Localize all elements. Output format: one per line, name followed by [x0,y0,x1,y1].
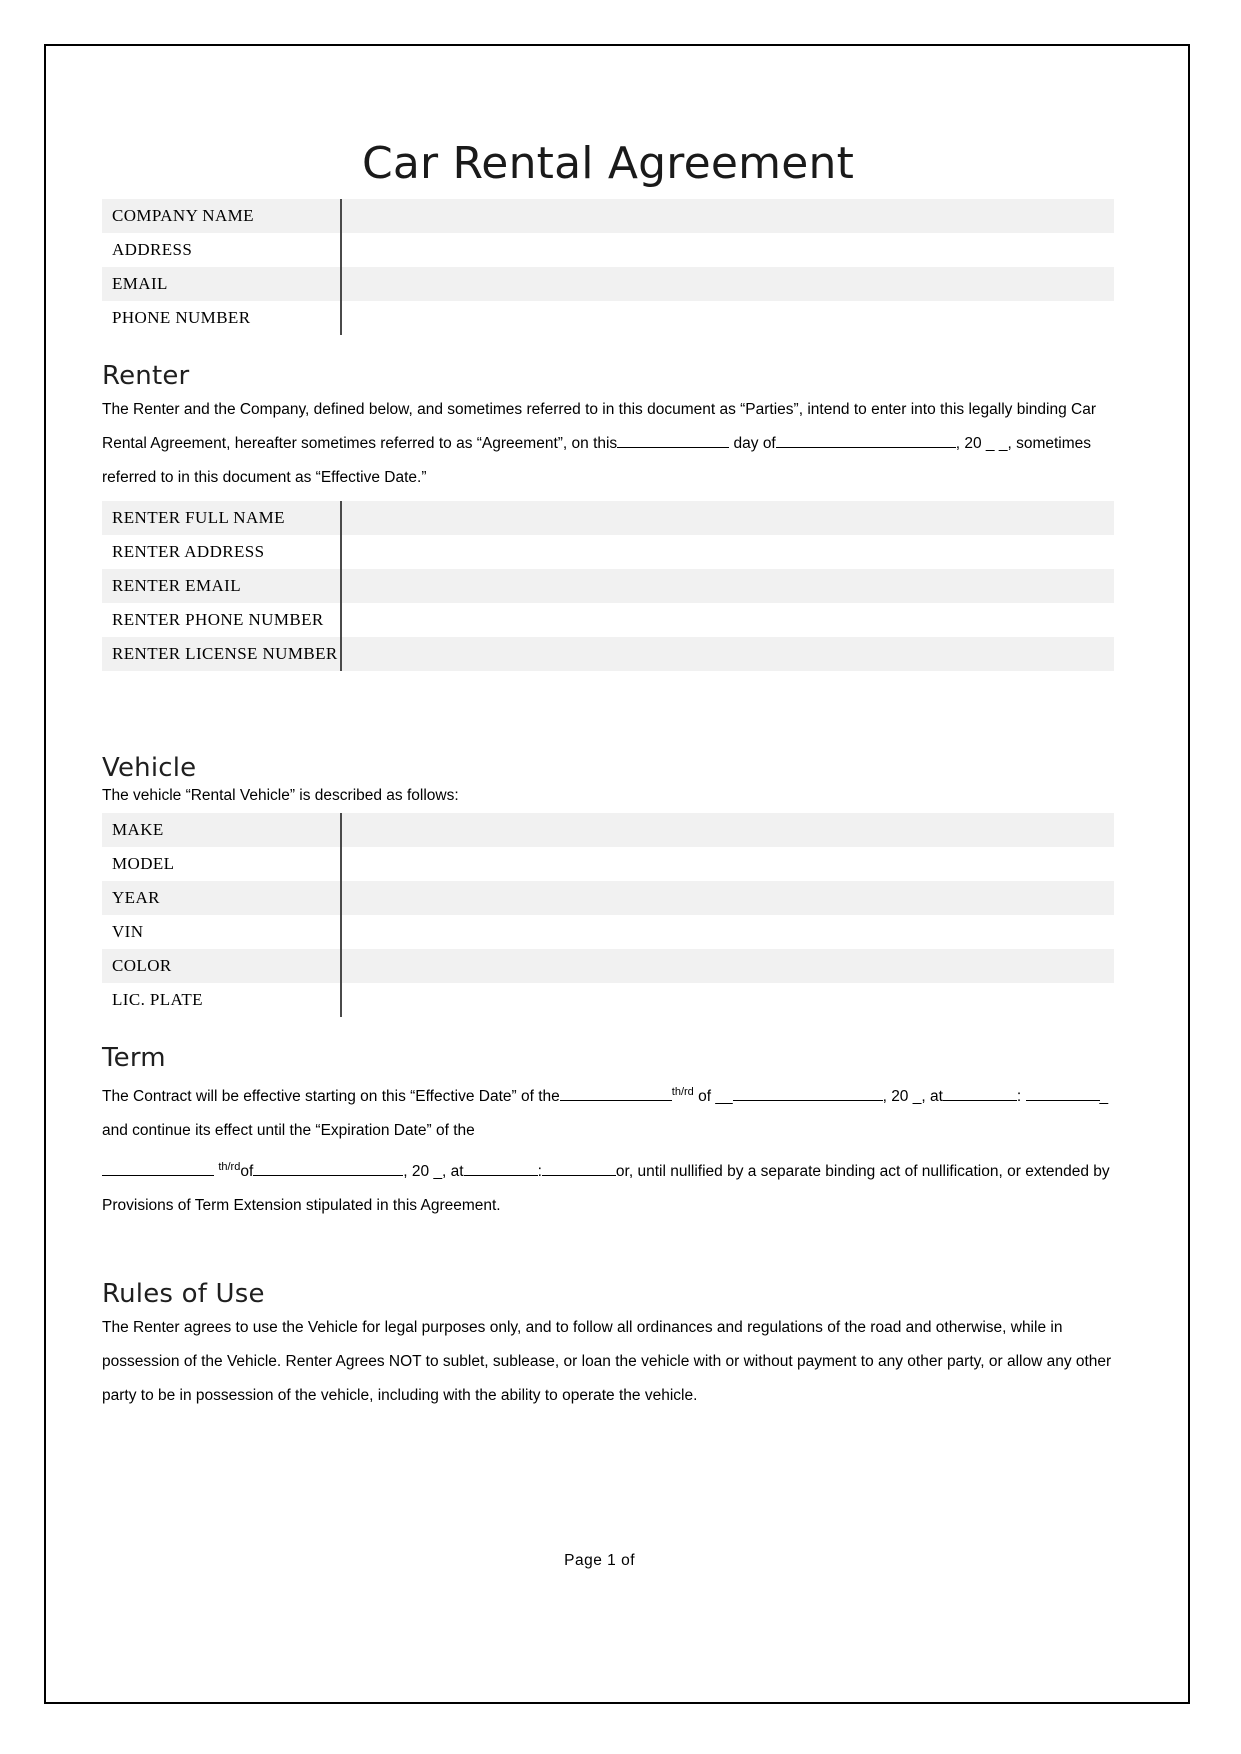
rules-of-use-paragraph: The Renter agrees to use the Vehicle for legal purposes only, and to follow all ordinances and regulations of the road and otherwise, while in possession of the Vehicle. Renter Agrees NOT to sublet, sublease, or loan the vehicle with or without payment to any other party, or allow any other party to be in possession of the vehicle, including with the ability to operate the vehicle. [102,1319,1112,1405]
term-start-month-blank[interactable] [733,1100,883,1101]
vehicle-info-table [102,813,1114,1017]
term-end-day-blank[interactable] [102,1175,214,1176]
company-address-field[interactable] [341,233,1114,267]
renter-paragraph-year: , 20 _ [955,435,995,452]
table-row [102,267,1114,301]
field-label: ADDRESS [102,233,341,267]
table-row [102,881,1114,915]
company-email-field[interactable] [341,267,1114,301]
renter-phone-field[interactable] [341,603,1114,637]
term-line-1d: _, at [912,1088,943,1106]
vehicle-intro: The vehicle “Rental Vehicle” is described as follows: [102,787,459,804]
term-paragraph [102,1075,1114,1148]
table-row [102,199,1114,233]
effective-month-blank[interactable] [776,447,956,448]
field-label: MAKE [102,813,341,847]
table-row [102,915,1114,949]
renter-full-name-field[interactable] [341,501,1114,535]
field-label: EMAIL [102,267,341,301]
table-row [102,813,1114,847]
page-title: Car Rental Agreement [361,138,855,189]
footer-of-label: of [621,1552,636,1569]
table-row [102,983,1114,1017]
term-colon-2: : [537,1163,542,1181]
field-label: RENTER ADDRESS [102,535,341,569]
renter-license-field[interactable] [341,637,1114,671]
term-ordinal-2: th/rd [218,1161,241,1174]
vehicle-year-field[interactable] [341,881,1114,915]
term-line-3c: _, at [433,1163,464,1181]
renter-paragraph-text: The Renter and the Company, defined below, and sometimes referred to in this document as “Parties”, intend to enter into this legally binding Car Rental Agreement, hereafter sometimes referred to as “Agreement”, on this [102,401,1096,452]
field-label: YEAR [102,881,341,915]
term-line-1c: , 20 [882,1088,909,1106]
term-line-2: _ and continue its effect until the “Expiration Date” of the [102,1088,1109,1140]
term-line-1a: The Contract will be effective starting on this “Effective Date” of the [102,1088,560,1106]
term-line-4: extended by Provisions of Term Extension stipulated in this Agreement. [102,1163,1110,1215]
table-row [102,949,1114,983]
term-start-hour-blank[interactable] [943,1100,1017,1101]
renter-paragraph-day: day [733,435,759,452]
field-label: PHONE NUMBER [102,301,341,335]
term-end-month-blank[interactable] [253,1175,403,1176]
term-paragraph-2 [102,1150,1114,1223]
field-label: RENTER LICENSE NUMBER [102,637,341,671]
table-row [102,501,1114,535]
section-heading-term: Term [102,1043,166,1073]
renter-email-field[interactable] [341,569,1114,603]
term-start-minute-blank[interactable] [1026,1100,1100,1101]
term-end-minute-blank[interactable] [542,1175,616,1176]
field-label: LIC. PLATE [102,983,341,1017]
field-label: COLOR [102,949,341,983]
table-row [102,301,1114,335]
term-ordinal-1: th/rd [671,1086,694,1098]
vehicle-plate-field[interactable] [341,983,1114,1017]
effective-day-blank[interactable] [617,447,729,448]
field-label: VIN [102,915,341,949]
section-heading-rules-of-use: Rules of Use [102,1279,265,1310]
renter-paragraph-tail: _, sometimes referred to in this document as “Effective Date.” [102,435,1092,486]
term-start-day-blank[interactable] [560,1100,672,1101]
term-line-3a: of [240,1163,254,1181]
document-page [44,44,1190,1704]
company-phone-field[interactable] [341,301,1114,335]
field-label: RENTER FULL NAME [102,501,341,535]
renter-address-field[interactable] [341,535,1114,569]
page-footer [46,1552,1188,1570]
renter-paragraph-of: of [762,435,776,452]
table-row [102,847,1114,881]
footer-page-number: 1 [607,1552,617,1569]
footer-page-label: Page [564,1552,603,1569]
table-row [102,233,1114,267]
vehicle-vin-field[interactable] [341,915,1114,949]
term-line-1b: of __ [698,1088,733,1106]
field-label: MODEL [102,847,341,881]
term-line-3b: , 20 [403,1163,430,1181]
table-row [102,603,1114,637]
company-name-field[interactable] [341,199,1114,233]
field-label: COMPANY NAME [102,199,341,233]
table-row [102,637,1114,671]
section-heading-renter: Renter [102,361,190,391]
field-label: RENTER EMAIL [102,569,341,603]
renter-paragraph [102,393,1114,495]
term-end-hour-blank[interactable] [464,1175,538,1176]
table-row [102,569,1114,603]
document-body [102,46,1114,1413]
vehicle-model-field[interactable] [341,847,1114,881]
term-line-3d: or, until nullified by a separate binding act of nullification, or [615,1163,1021,1181]
company-info-table [102,199,1114,335]
field-label: RENTER PHONE NUMBER [102,603,341,637]
vehicle-color-field[interactable] [341,949,1114,983]
term-colon-1: : [1016,1088,1022,1106]
renter-info-table [102,501,1114,671]
table-row [102,535,1114,569]
vehicle-make-field[interactable] [341,813,1114,847]
section-heading-vehicle: Vehicle [102,753,197,783]
